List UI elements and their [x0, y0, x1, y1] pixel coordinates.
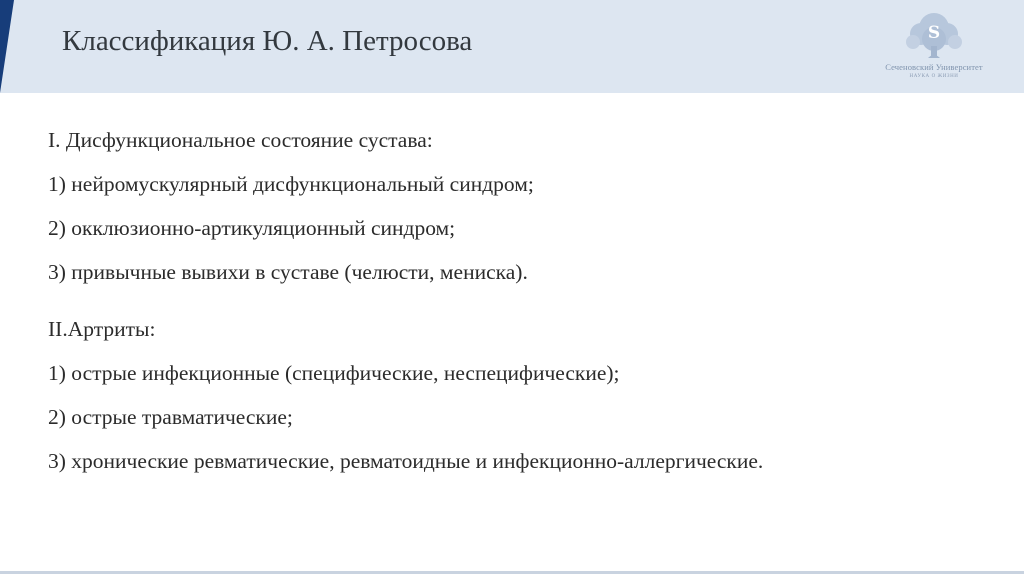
- slide-header: [0, 0, 1024, 93]
- list-item: 2) окклюзионно-артикуляционный синдром;: [48, 216, 456, 240]
- list-item: 1) острые инфекционные (специфические, неспецифические);: [48, 361, 620, 385]
- tree-emblem-icon: [872, 6, 996, 62]
- section-dysfunction: [48, 126, 534, 302]
- section-heading: I. Дисфункциональное состояние сустава:: [48, 128, 433, 152]
- slide-title: Классификация Ю. А. Петросова: [62, 25, 473, 57]
- header-accent-stripe: [0, 0, 30, 93]
- section-heading: II.Артриты:: [48, 317, 156, 341]
- logo-university-name: Сеченовский Университет: [885, 62, 983, 72]
- section-arthritis: [48, 315, 763, 491]
- list-item: 3) привычные вывихи в суставе (челюсти, мениска).: [48, 260, 528, 284]
- university-logo: [872, 6, 996, 90]
- svg-text:S: S: [927, 23, 941, 43]
- list-item: 1) нейромускулярный дисфункциональный синдром;: [48, 172, 534, 196]
- list-item: 3) хронические ревматические, ревматоидные и инфекционно-аллергические.: [48, 449, 764, 473]
- logo-tagline: НАУКА О ЖИЗНИ: [909, 74, 959, 79]
- list-item: 2) острые травматические;: [48, 405, 293, 429]
